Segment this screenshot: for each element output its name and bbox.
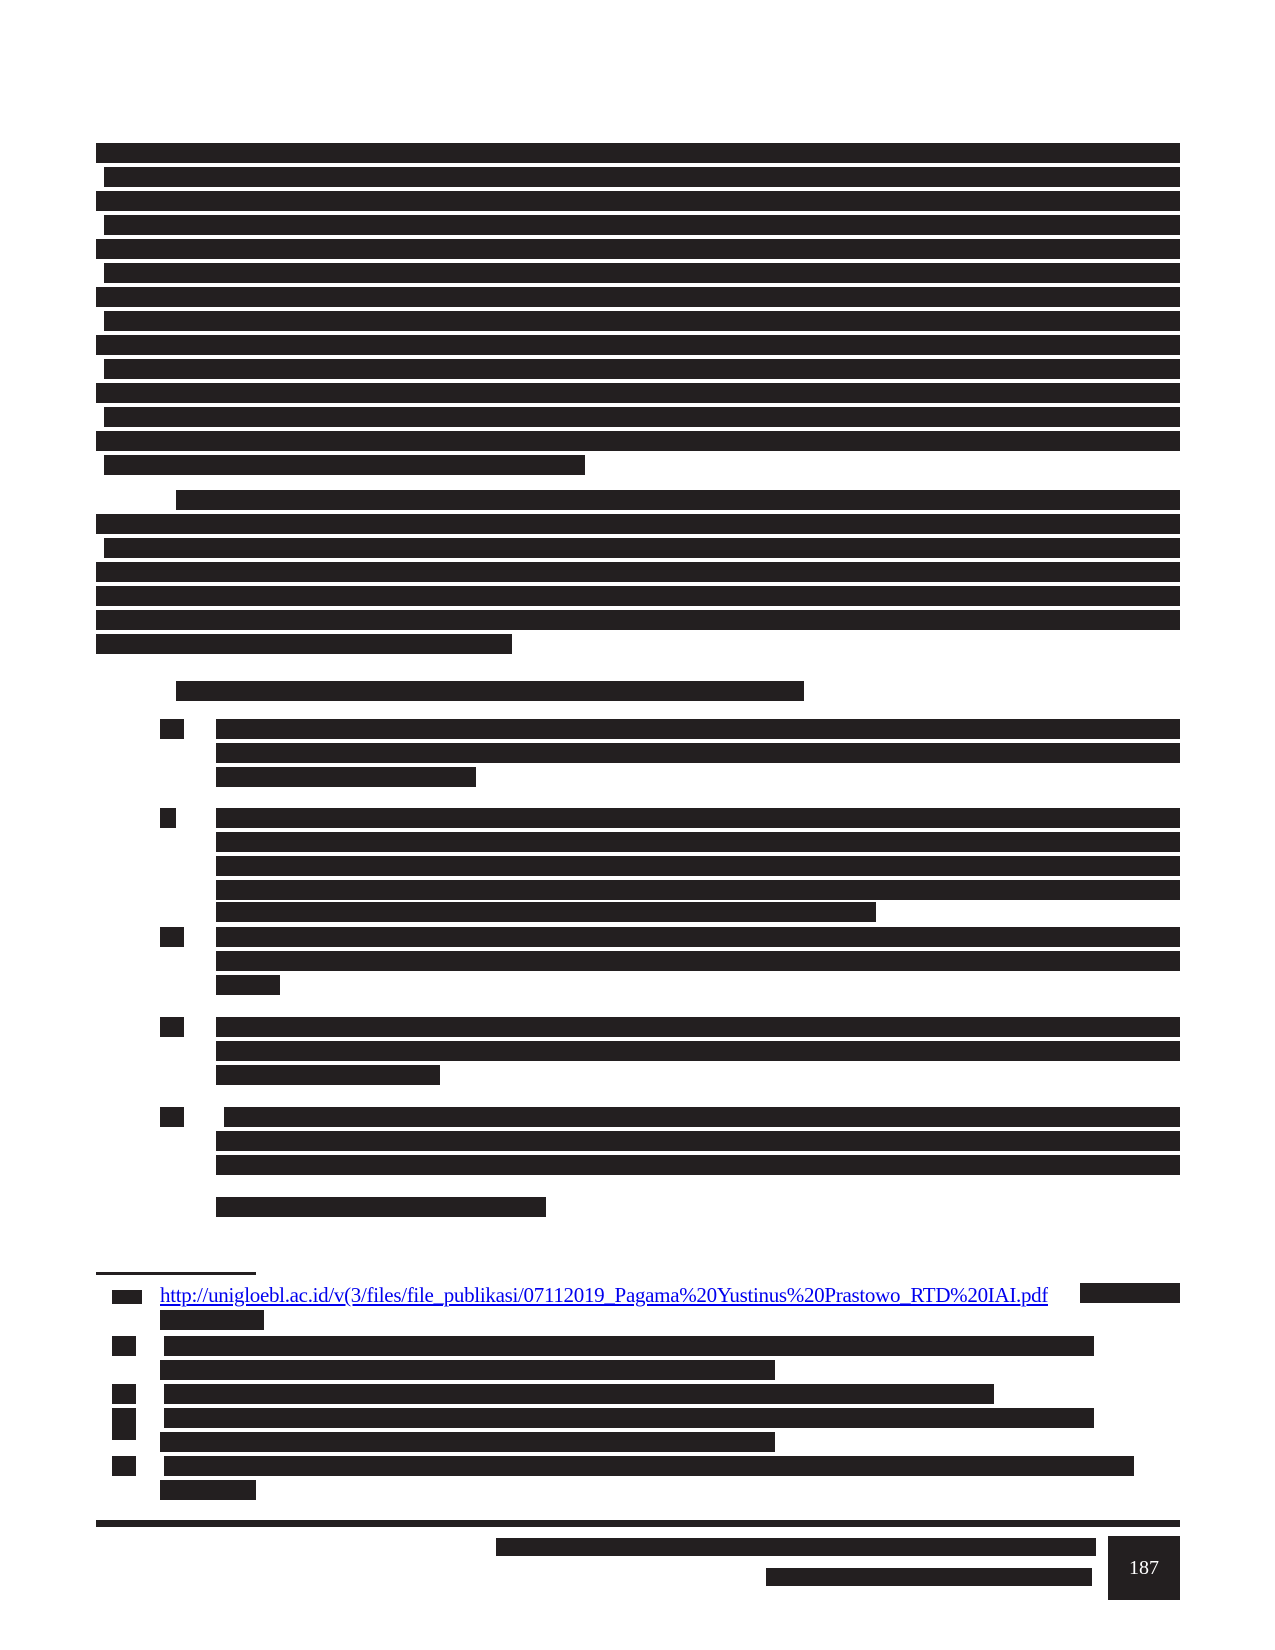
redacted-line [104, 407, 1180, 427]
redacted-line [96, 514, 1180, 534]
running-title-line-1 [496, 1538, 1096, 1556]
redacted-line [176, 490, 1180, 510]
redacted-line [216, 1041, 1180, 1061]
redacted-line [96, 191, 1180, 211]
redacted-line [216, 927, 1180, 947]
redacted-line [216, 1065, 440, 1085]
running-title-line-2 [766, 1568, 1092, 1586]
footnote-link[interactable]: http://unigloebl.ac.id/v(3/files/file_publikasi/07112019_Pagama%20Yustinus%20Prastowo_RTD%20IAI.pdf [160, 1283, 1049, 1307]
redacted-line [104, 359, 1180, 379]
footnote-marker [112, 1408, 136, 1440]
redacted-line [96, 143, 1180, 163]
redacted-line [96, 431, 1180, 451]
redacted-line [96, 287, 1180, 307]
redacted-line [216, 719, 1180, 739]
redacted-line [96, 239, 1180, 259]
footnote-separator [96, 1272, 256, 1275]
redacted-line [216, 832, 1180, 852]
redacted-line [160, 1360, 775, 1380]
list-marker [160, 808, 176, 828]
redacted-line [96, 634, 512, 654]
redacted-line [216, 767, 476, 787]
list-marker [160, 927, 184, 947]
redacted-line [216, 1155, 1180, 1175]
redacted-line [160, 1480, 256, 1500]
redacted-line [96, 610, 1180, 630]
footnote-marker [112, 1336, 136, 1356]
redacted-line [96, 586, 1180, 606]
redacted-line [216, 880, 1180, 900]
redacted-line [160, 1310, 264, 1330]
list-marker [160, 719, 184, 739]
page-number-text: 187 [1129, 1556, 1159, 1579]
redacted-line [96, 335, 1180, 355]
redacted-line [216, 1197, 546, 1217]
redacted-line [160, 1432, 775, 1452]
footer-rule [96, 1520, 1180, 1527]
page-number [1108, 1536, 1180, 1600]
section-heading [176, 681, 804, 701]
footnote-marker [112, 1384, 136, 1404]
redacted-line [224, 1107, 1180, 1127]
redacted-line [104, 538, 1180, 558]
redacted-line [216, 1017, 1180, 1037]
redacted-line [96, 562, 1180, 582]
footnote-marker [112, 1290, 142, 1304]
redacted-line [216, 856, 1180, 876]
redacted-line [104, 215, 1180, 235]
redacted-line [216, 975, 280, 995]
list-marker [160, 1107, 184, 1127]
redacted-line [216, 951, 1180, 971]
redacted-line [164, 1336, 1094, 1356]
redacted-line [216, 743, 1180, 763]
redacted-line [164, 1456, 1134, 1476]
list-marker [160, 1017, 184, 1037]
redacted-line [164, 1384, 994, 1404]
footnote-marker [112, 1456, 136, 1476]
redacted-line [104, 263, 1180, 283]
redacted-line [164, 1408, 1094, 1428]
redacted-line [104, 455, 585, 475]
redacted-line [104, 311, 1180, 331]
redacted-line [216, 808, 1180, 828]
redacted-line [216, 902, 876, 922]
redacted-line [1080, 1283, 1180, 1303]
redacted-line [104, 167, 1180, 187]
redacted-line [96, 383, 1180, 403]
redacted-line [216, 1131, 1180, 1151]
